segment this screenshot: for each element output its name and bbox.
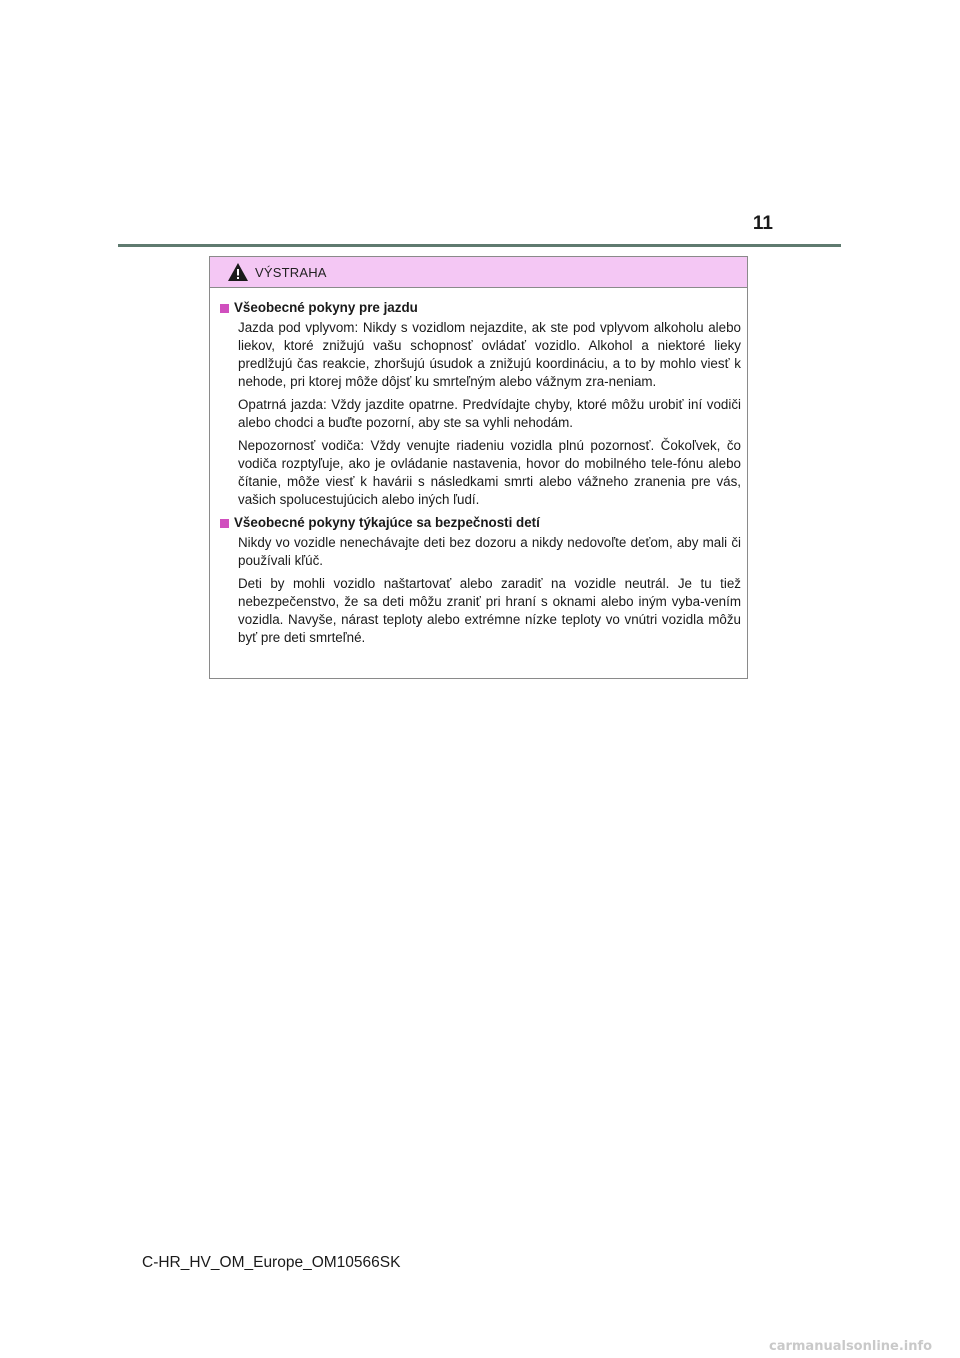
square-bullet-icon [220,519,229,528]
section-child-safety [220,514,741,647]
warning-body [210,288,747,647]
warning-triangle-icon [227,262,249,282]
section-heading-text: Všeobecné pokyny týkajúce sa bezpečnosti detí [234,515,540,530]
warning-header [210,257,747,288]
paragraph: Opatrná jazda: Vždy jazdite opatrne. Predvídajte chyby, ktoré môžu urobiť iní vodiči alebo chodci a buďte pozorní, aby ste sa vyhli nehodám. [238,397,741,430]
watermark: carmanualsonline.info [769,1339,933,1354]
paragraph: Deti by mohli vozidlo naštartovať alebo zaradiť na vozidle neutrál. Je tu tiež nebezpečenstvo, že sa deti môžu zraniť pri hraní s oknami alebo iným vyba-vením vozidla. Navyše, nárast teploty alebo extrémne nízke teploty vo vnútri vozidla môžu byť pre deti smrteľné. [238,576,741,645]
section-heading [220,299,741,317]
warning-title: VÝSTRAHA [255,264,327,280]
warning-box [209,256,748,679]
paragraph: Jazda pod vplyvom: Nikdy s vozidlom nejazdite, ak ste pod vplyvom alkoholu alebo liekov, ktoré znižujú vašu schopnosť ovládať vozidlo. Alkohol a niektoré lieky predlžujú čas reakcie, zhoršujú úsudok a znižujú koordináciu, a to by mohlo viesť k nehode, pri ktorej môže dôjsť ku smrteľným alebo vážnym zra-neniam. [238,320,741,389]
paragraph: Nikdy vo vozidle nenechávajte deti bez dozoru a nikdy nedovoľte deťom, aby mali či používali kľúč. [238,535,741,568]
header-rule [118,244,841,247]
section-driving [220,299,741,509]
paragraph: Nepozornosť vodiča: Vždy venujte riadeniu vozidla plnú pozornosť. Čokoľvek, čo vodiča rozptyľuje, ako je ovládanie nastavenia, hovor do mobilného tele-fónu alebo čítanie, môže viesť k havárii s následkami smrti alebo vážneho zranenia pre vás, vašich spolucestujúcich alebo iných ľudí. [238,438,741,507]
section-heading [220,514,741,532]
square-bullet-icon [220,304,229,313]
page-number: 11 [752,213,773,234]
section-heading-text: Všeobecné pokyny pre jazdu [234,300,418,315]
document-code: C-HR_HV_OM_Europe_OM10566SK [142,1254,401,1271]
